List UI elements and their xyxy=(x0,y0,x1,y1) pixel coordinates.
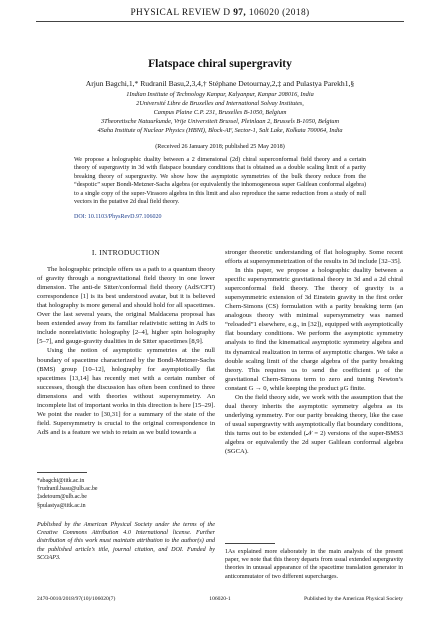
affiliation: 3Theoretische Natuurkunde, Vrije Universiteit Brussel, Pleinlaan 2, Brussels B-1050, Belgium xyxy=(100,118,340,125)
left-column xyxy=(37,248,215,437)
affiliation: Campus Plaine C.P. 231, Bruxelles B-1050, Belgium xyxy=(153,109,287,116)
abstract: We propose a holographic duality between a 2 dimensional (2d) chiral superconformal field theory and a certain theory of supergravity in 3d with flatspace boundary conditions that is obtained as a double scaling limit of a parity breaking theory of supergravity. We show how the asymptotic symmetries of the bulk theory reduce from the “despotic” super Bondi-Metzner-Sachs algebra (or equivalently the inhomogeneous super Galilean conformal algebra) to a single copy of the super-Virasoro algebra in this limit and also reproduce the same reduction from a study of null vectors in the putative 2d dual field theory. xyxy=(74,157,366,206)
author-emails xyxy=(37,477,98,510)
doi-link[interactable]: DOI: 10.1103/PhysRevD.97.106020 xyxy=(74,214,162,220)
paragraph: The holographic principle offers us a path to a quantum theory of gravity through a nongravitational field theory in one lower dimension. The anti-de Sitter/conformal field theory (AdS/CFT) correspondence [1] is its best understood avatar, but it is believed that holography is more general and should hold for all spacetimes. Over the last several years, the original Maldacena proposal has been extended away from its familiar relativistic setting in AdS to include nonrelativistic holography [2–4], higher spin holography [5–7], and gauge-gravity dualities in de Sitter spacetimes [8,9]. xyxy=(37,266,215,346)
running-header xyxy=(0,8,440,18)
journal-volume: 97, xyxy=(233,8,247,18)
paragraph: In this paper, we propose a holographic duality between a specific supersymmetric gravitational theory in 3d and a 2d chiral superconformal field theory. The theory of gravity is a supersymmetric extension of 3d Einstein gravity in the first order Chern-Simons (CS) formulation with a parity breaking term (an analogous theory with minimal supersymmetry was named “reloaded”1 elsewhere, e.g., in [32]), equipped with asymptotically flat boundary conditions. We perform the asymptotic symmetry analysis to find the kinematical asymptotic symmetry algebra and its dynamical realization in terms of asymptotic charges. We take a double scaling limit of the charge algebra of the parity breaking theory. This requires us to send the coefficient μ of the gravitational Chern-Simons term to zero and tuning Newton’s constant G → 0, while keeping the product μG finite. xyxy=(225,267,403,392)
received-published-dates: (Received 26 January 2018; published 25 May 2018) xyxy=(155,144,285,150)
journal-name: PHYSICAL REVIEW D xyxy=(130,8,231,18)
paper-title: Flatspace chiral supergravity xyxy=(148,58,292,70)
license-statement: Published by the American Physical Society under the terms of the Creative Commons Attribution 4.0 International license. Further distribution of this work must maintain attribution to the author(s) and the published article’s title, journal citation, and DOI. Funded by SCOAP3. xyxy=(37,522,215,561)
paragraph: On the field theory side, we work with the assumption that the dual theory inherits the asymptotic symmetry algebra as its underlying symmetry. For our parity breaking theory, like the case of usual supergravity with asymptotically flat boundary conditions, this turns out to be extended (𝒩 = 2) versions of the super-BMS3 algebra or equivalently the 2d super Galilean conformal algebra (SGCA). xyxy=(225,393,403,456)
footnote-rule-right xyxy=(225,543,275,544)
affiliation: 2Université Libre de Bruxelles and International Solvay Institutes, xyxy=(136,100,304,107)
email[interactable]: †rudranil.basu@ulb.ac.be xyxy=(37,486,98,493)
header-rule xyxy=(36,21,404,22)
email[interactable]: ‡sdetourn@ulb.ac.be xyxy=(37,494,87,501)
affiliations xyxy=(0,90,440,135)
article-citation: 106020 (2018) xyxy=(248,8,310,18)
footnote-rule-left xyxy=(37,472,87,473)
footnote: 1As explained more elaborately in the main analysis of the present paper, we note that this theory departs from usual extended supergravity theories in unusual appearance of the spacetime translation generator in anticommutator of two different supercharges. xyxy=(225,549,403,580)
email[interactable]: §pulastya@iitk.ac.in xyxy=(37,502,86,509)
footer-page-number: 106020-1 xyxy=(209,596,231,602)
section-heading: I. INTRODUCTION xyxy=(91,248,161,257)
footer-publisher: Published by the American Physical Society xyxy=(304,596,403,602)
affiliation: 1Indian Institute of Technology Kanpur, Kalyanpur, Kanpur 208016, India xyxy=(126,91,314,98)
email[interactable]: *abagchi@iitk.ac.in xyxy=(37,478,85,484)
affiliation: 4Saha Institute of Nuclear Physics (HBNI), Block-AF, Sector-1, Salt Lake, Kolkata 700064, India xyxy=(97,127,343,134)
paragraph: stronger theoretic understanding of flat holography. Some recent efforts at supersymmetrization of the results in 3d include [32–35]. xyxy=(225,249,403,266)
right-column xyxy=(225,248,403,456)
paragraph: Using the notion of asymptotic symmetries at the null boundary of spacetime characterized by the Bondi-Metzner-Sachs (BMS) group [10–12], holography for asymptotically flat spacetimes [13,14] has recently met with a certain number of successes, though the discussion has often been confined to three dimensions and with theories without supersymmetry. An incomplete list of important works in this direction is here [15–29]. We point the reader to [30,31] for a summary of the state of the field. Supersymmetry is crucial to the original correspondence in AdS and is a feature we wish to retain as we build towards a xyxy=(37,347,215,436)
author-list: Arjun Bagchi,1,* Rudranil Basu,2,3,4,† Stéphane Detournay,2,‡ and Pulastya Parekh1,§ xyxy=(85,79,355,88)
footer-issn: 2470-0010/2018/97(10)/106020(7) xyxy=(37,596,116,602)
